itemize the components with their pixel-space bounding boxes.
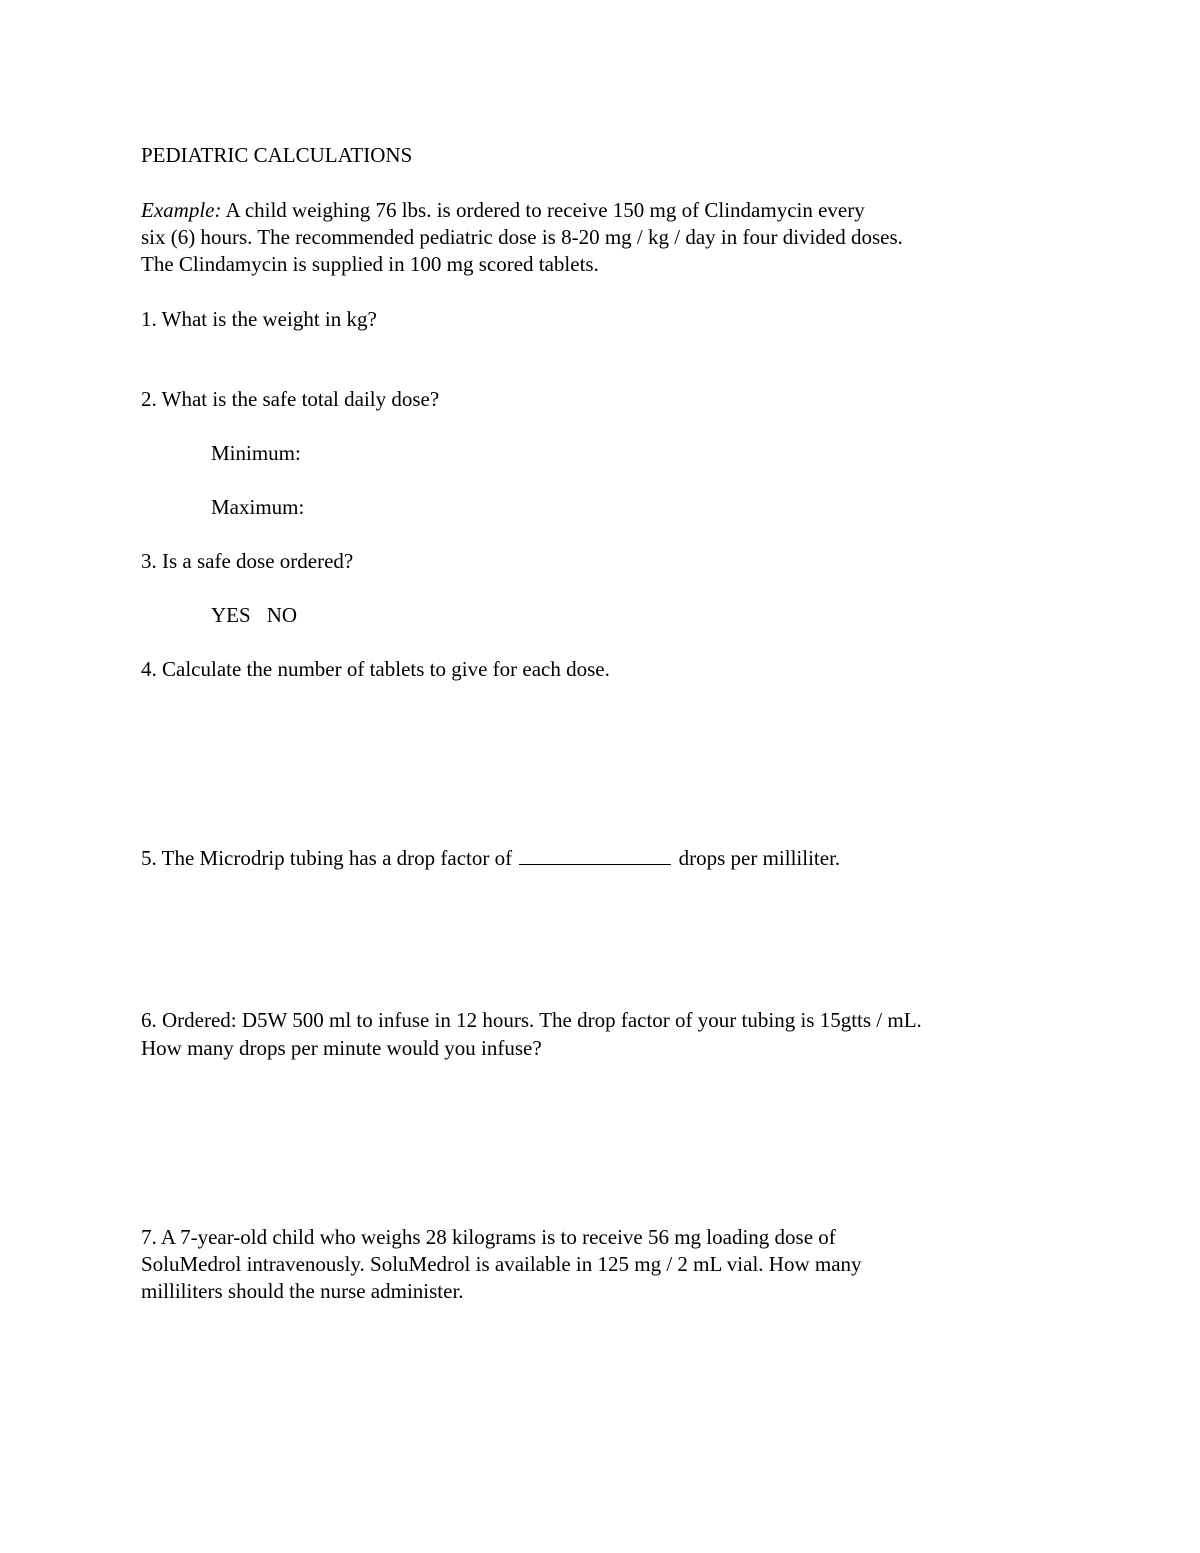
page-title: PEDIATRIC CALCULATIONS: [141, 143, 413, 167]
option-no: NO: [266, 603, 298, 627]
question-6-line-1: 6. Ordered: D5W 500 ml to infuse in 12 hours. The drop factor of your tubing is 15gtts / mL.: [141, 1008, 922, 1032]
example-text-1: A child weighing 76 lbs. is ordered to receive 150 mg of Clindamycin every: [221, 198, 865, 222]
question-5: [141, 845, 840, 872]
question-2-maximum: Maximum:: [211, 495, 305, 519]
example-line-3: The Clindamycin is supplied in 100 mg scored tablets.: [141, 252, 599, 276]
question-7-line-2: SoluMedrol intravenously. SoluMedrol is available in 125 mg / 2 mL vial. How many: [141, 1252, 862, 1276]
question-2-minimum: Minimum:: [211, 441, 301, 465]
example-line-2: six (6) hours. The recommended pediatric dose is 8-20 mg / kg / day in four divided doses.: [141, 225, 903, 249]
example-label: Example:: [141, 198, 222, 222]
answer-blank-line: [519, 846, 671, 865]
question-5-text-after: drops per milliliter.: [678, 846, 841, 870]
question-4: 4. Calculate the number of tablets to give for each dose.: [141, 657, 610, 681]
example-line-1: [141, 197, 865, 224]
question-3: 3. Is a safe dose ordered?: [141, 549, 354, 573]
question-7-line-3: milliliters should the nurse administer.: [141, 1279, 464, 1303]
option-yes: YES: [211, 603, 251, 627]
question-7-line-1: 7. A 7-year-old child who weighs 28 kilograms is to receive 56 mg loading dose of: [141, 1225, 836, 1249]
question-1: 1. What is the weight in kg?: [141, 307, 377, 331]
question-6-line-2: How many drops per minute would you infuse?: [141, 1036, 542, 1060]
question-5-text-before: 5. The Microdrip tubing has a drop factor of: [141, 846, 513, 870]
question-3-options: [211, 602, 297, 629]
question-2: 2. What is the safe total daily dose?: [141, 387, 440, 411]
